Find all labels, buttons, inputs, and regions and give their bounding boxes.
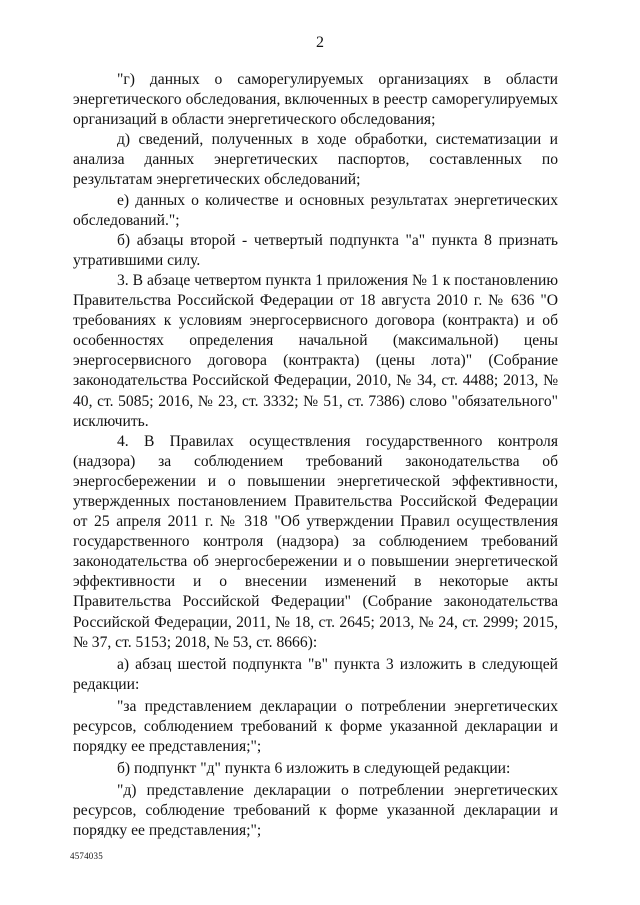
document-body bbox=[73, 70, 558, 842]
paragraph-item-4: 4. В Правилах осуществления государственного контроля (надзора) за соблюдением требований законодательства об энергосбережении и о повышении энергетической эффективности, утвержденных постановлением Правительства Российской Федерации от 25 апреля 2011 г. № 318 "Об утверждении Правил осуществления государственного контроля (надзора) за соблюдением требований законодательства об энергосбережении и о повышении энергетической эффективности и о внесении изменений в некоторые акты Правительства Российской Федерации" (Собрание законодательства Российской Федерации, 2011, № 18, ст. 2645; 2013, № 24, ст. 2999; 2015, № 37, ст. 5153; 2018, № 53, ст. 8666): bbox=[73, 432, 558, 651]
document-id: 4574035 bbox=[70, 851, 103, 861]
page-number: 2 bbox=[316, 34, 324, 51]
paragraph-item-4-a: а) абзац шестой подпункта "в" пункта 3 изложить в следующей редакции: bbox=[73, 655, 558, 693]
paragraph-item-3: 3. В абзаце четвертом пункта 1 приложения № 1 к постановлению Правительства Российской Федерации от 18 августа 2010 г. № 636 "О требованиях к условиям энергосервисного договора (контракта) и об особенностях определения начальной (максимальной) цены энергосервисного договора (контракта) (цены лота)" (Собрание законодательства Российской Федерации, 2010, № 34, ст. 4488; 2013, № 40, ст. 5085; 2016, № 23, ст. 3332; № 51, ст. 7386) слово "обязательного" исключить. bbox=[73, 271, 558, 430]
paragraph-subitem-e: е) данных о количестве и основных результатах энергетических обследований."; bbox=[73, 191, 558, 229]
paragraph-item-4-a-text: "за представлением декларации о потреблении энергетических ресурсов, соблюдением требований к форме указанной декларации и порядку ее представления;"; bbox=[73, 697, 558, 756]
paragraph-subitem-d: д) сведений, полученных в ходе обработки, систематизации и анализа данных энергетических паспортов, составленных по результатам энергетических обследований; bbox=[73, 131, 558, 189]
paragraph-subitem-g: "г) данных о саморегулируемых организациях в области энергетического обследования, включенных в реестр саморегулируемых организаций в области энергетического обследования; bbox=[73, 71, 558, 129]
paragraph-item-4-b: б) подпункт "д" пункта 6 изложить в следующей редакции: bbox=[117, 760, 511, 778]
paragraph-subitem-b: б) абзацы второй - четвертый подпункта "а" пункта 8 признать утратившими силу. bbox=[73, 231, 558, 269]
paragraph-item-4-b-text: "д) представление декларации о потреблении энергетических ресурсов, соблюдение требований к форме указанной декларации и порядку ее представления;"; bbox=[73, 782, 558, 840]
